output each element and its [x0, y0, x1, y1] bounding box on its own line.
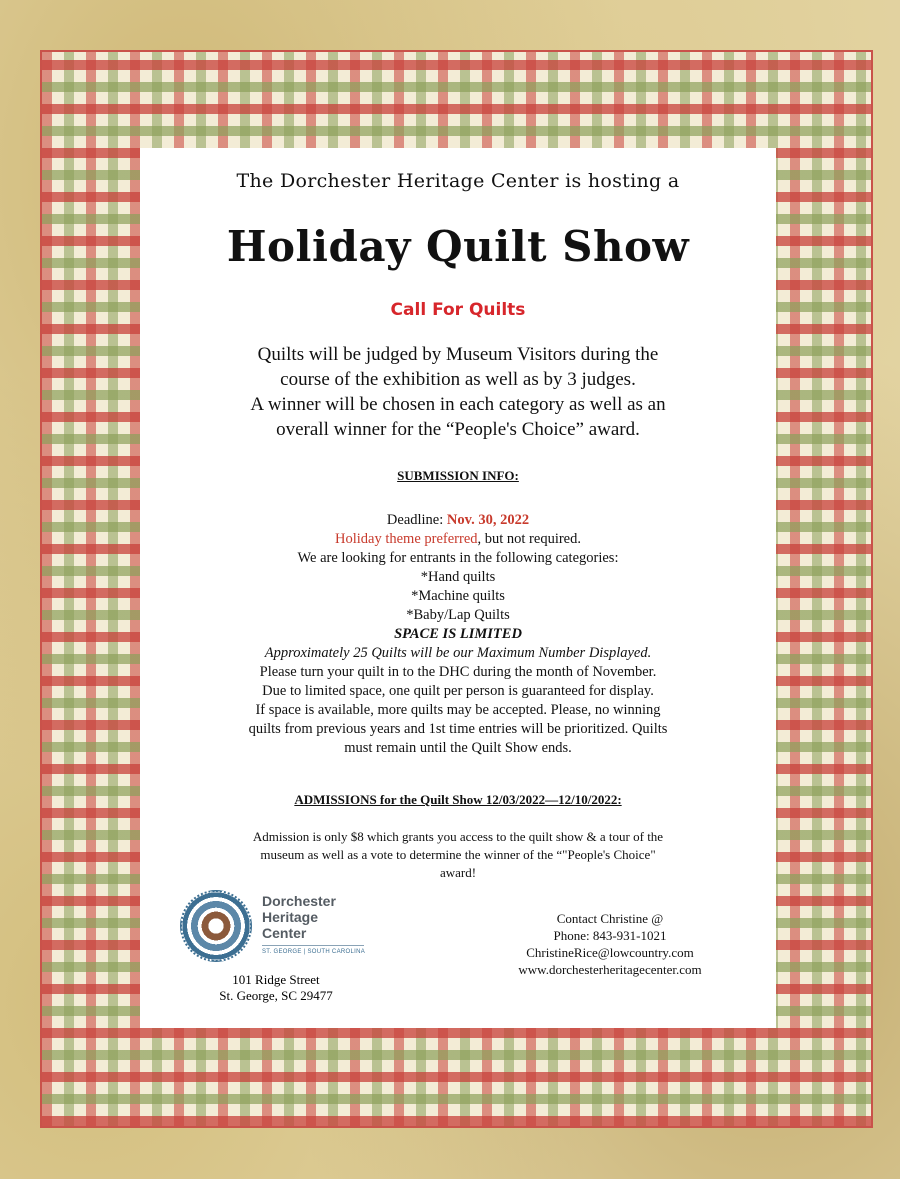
judging-line: course of the exhibition as well as by 3 judges. — [280, 369, 636, 390]
contact-email[interactable]: ChristineRice@lowcountry.com — [526, 945, 694, 960]
admissions-text — [140, 828, 776, 882]
admissions-line: Admission is only $8 which grants you access to the quilt show & a tour of the — [252, 829, 664, 844]
category-item: *Machine quilts — [411, 588, 505, 604]
submission-note: Due to limited space, one quilt per person is guaranteed for display. — [262, 683, 654, 699]
address-line: St. George, SC 29477 — [219, 988, 333, 1003]
address-block — [196, 972, 356, 1004]
categories-intro: We are looking for entrants in the following categories: — [297, 550, 619, 566]
admissions-line: award! — [439, 865, 477, 880]
admissions-line: museum as well as a vote to determine the winner of the “"People's Choice" — [260, 847, 656, 862]
submission-note: must remain until the Quilt Show ends. — [344, 740, 572, 756]
logo-mandala-icon — [180, 890, 252, 962]
deadline-label: Deadline: — [386, 512, 447, 528]
call-for-quilts-subtitle: Call For Quilts — [390, 300, 526, 320]
logo-name — [262, 893, 336, 941]
logo-name-line: Dorchester — [262, 893, 336, 909]
judging-line: overall winner for the “People's Choice” award. — [276, 419, 640, 440]
theme-line — [140, 530, 776, 549]
category-item: *Hand quilts — [420, 569, 496, 585]
space-limited: SPACE IS LIMITED — [394, 626, 522, 642]
submission-note: quilts from previous years and 1st time entries will be prioritized. Quilts — [248, 721, 668, 737]
flyer-panel — [140, 148, 776, 1028]
address-line: 101 Ridge Street — [232, 972, 320, 987]
dhc-logo — [180, 890, 370, 964]
category-item: *Baby/Lap Quilts — [406, 607, 510, 623]
contact-block — [485, 910, 735, 978]
logo-name-line: Center — [262, 925, 307, 941]
admissions-heading: ADMISSIONS for the Quilt Show 12/03/2022—12/10/2022: — [294, 792, 622, 807]
contact-phone: Phone: 843-931-1021 — [553, 928, 667, 943]
submission-heading: SUBMISSION INFO: — [397, 468, 519, 483]
max-quilts-note: Approximately 25 Quilts will be our Maximum Number Displayed. — [264, 645, 652, 661]
submission-note: If space is available, more quilts may be accepted. Please, no winning — [255, 702, 661, 718]
deadline-date: Nov. 30, 2022 — [446, 512, 530, 528]
intro-line: The Dorchester Heritage Center is hosting a — [236, 170, 680, 192]
logo-name-line: Heritage — [262, 909, 319, 925]
theme-rest: , but not required. — [477, 531, 581, 547]
contact-website[interactable]: www.dorchesterheritagecenter.com — [518, 962, 702, 977]
deadline-line — [140, 511, 776, 530]
theme-preferred: Holiday theme preferred — [334, 531, 478, 547]
judging-line: Quilts will be judged by Museum Visitors during the — [257, 344, 659, 365]
logo-divider — [262, 945, 364, 946]
logo-tagline: ST. GEORGE | SOUTH CAROLINA — [262, 949, 366, 955]
judging-paragraph — [140, 342, 776, 442]
submission-note: Please turn your quilt in to the DHC during the month of November. — [259, 664, 657, 680]
page-title: Holiday Quilt Show — [226, 222, 690, 271]
judging-line: A winner will be chosen in each category as well as an — [250, 394, 666, 415]
contact-line: Contact Christine @ — [556, 911, 664, 926]
submission-details — [140, 511, 776, 758]
